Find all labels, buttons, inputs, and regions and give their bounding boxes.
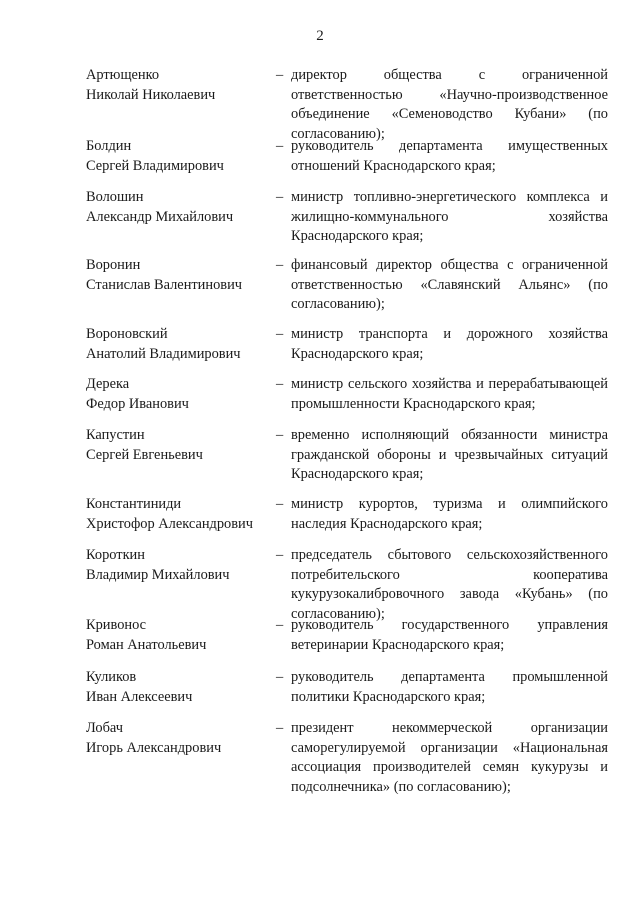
member-position: временно исполняющий обязанности министра гражданской обороны и чрезвычайных ситуаций Краснодарского края; — [291, 427, 608, 482]
dash-separator: – — [276, 257, 284, 273]
member-name — [86, 668, 276, 707]
member-surname: Константиниди — [86, 496, 182, 512]
member-given-names: Сергей Владимирович — [86, 157, 224, 174]
member-given-names: Игорь Александрович — [86, 739, 222, 756]
member-position: руководитель департамента имущественных отношений Краснодарского края; — [291, 138, 608, 174]
dash-separator: – — [276, 617, 284, 633]
dash-separator: – — [276, 189, 284, 205]
member-entry — [86, 668, 608, 707]
member-given-names: Христофор Александрович — [86, 515, 253, 532]
member-surname: Болдин — [86, 138, 132, 154]
member-given-names: Сергей Евгеньевич — [86, 446, 203, 463]
member-position: руководитель департамента промышленной политики Краснодарского края; — [291, 669, 608, 705]
member-position: министр курортов, туризма и олимпийского наследия Краснодарского края; — [291, 496, 608, 532]
member-name — [86, 719, 276, 758]
dash-separator: – — [276, 326, 284, 342]
member-position: директор общества с ограниченной ответственностью «Научно-производственное объединение «Семеноводство Кубани» (по согласованию); — [291, 67, 608, 142]
member-surname: Дерека — [86, 376, 130, 392]
member-name — [86, 66, 276, 105]
member-surname: Капустин — [86, 427, 145, 443]
member-position: министр транспорта и дорожного хозяйства Краснодарского края; — [291, 326, 608, 362]
dash-separator: – — [276, 67, 284, 83]
member-name — [86, 616, 276, 655]
member-given-names: Роман Анатольевич — [86, 636, 207, 653]
member-position: руководитель государственного управления ветеринарии Краснодарского края; — [291, 617, 608, 653]
member-given-names: Станислав Валентинович — [86, 276, 243, 293]
member-position: финансовый директор общества с ограниченной ответственностью «Славянский Альянс» (по согласованию); — [291, 257, 608, 312]
member-entry — [86, 325, 608, 364]
member-position: президент некоммерческой организации саморегулируемой организации «Национальная ассоциация производителей семян кукурузы и подсолнечника» (по согласованию); — [291, 720, 608, 795]
member-surname: Кривонос — [86, 617, 147, 633]
page-number: 2 — [316, 28, 324, 44]
member-name — [86, 256, 276, 295]
member-name — [86, 426, 276, 465]
member-given-names: Федор Иванович — [86, 395, 189, 412]
dash-separator: – — [276, 496, 284, 512]
dash-separator: – — [276, 669, 284, 685]
member-surname: Короткин — [86, 547, 145, 563]
member-given-names: Владимир Михайлович — [86, 566, 230, 583]
member-entry — [86, 256, 608, 315]
member-name — [86, 325, 276, 364]
dash-separator: – — [276, 720, 284, 736]
member-position: министр сельского хозяйства и перерабатывающей промышленности Краснодарского края; — [291, 376, 608, 412]
dash-separator: – — [276, 547, 284, 563]
member-name — [86, 137, 276, 176]
member-given-names: Александр Михайлович — [86, 208, 234, 225]
member-surname: Артющенко — [86, 67, 160, 83]
member-given-names: Анатолий Владимирович — [86, 345, 241, 362]
member-entry — [86, 137, 608, 176]
member-entry — [86, 426, 608, 485]
member-given-names: Николай Николаевич — [86, 86, 216, 103]
member-entry — [86, 546, 608, 624]
member-entry — [86, 188, 608, 247]
member-name — [86, 546, 276, 585]
member-entry — [86, 616, 608, 655]
member-entry — [86, 495, 608, 534]
member-surname: Вороновский — [86, 326, 168, 342]
member-position: председатель сбытового сельскохозяйственного потребительского кооператива кукурузокалибровочного завода «Кубань» (по согласованию); — [291, 547, 608, 622]
member-surname: Куликов — [86, 669, 137, 685]
member-name — [86, 495, 276, 534]
dash-separator: – — [276, 376, 284, 392]
member-entry — [86, 719, 608, 797]
member-name — [86, 375, 276, 414]
dash-separator: – — [276, 138, 284, 154]
member-surname: Волошин — [86, 189, 144, 205]
member-position: министр топливно-энергетического комплекса и жилищно-коммунального хозяйства Краснодарского края; — [291, 189, 608, 244]
member-name — [86, 188, 276, 227]
member-given-names: Иван Алексеевич — [86, 688, 193, 705]
dash-separator: – — [276, 427, 284, 443]
member-surname: Лобач — [86, 720, 123, 736]
member-entry — [86, 375, 608, 414]
member-surname: Воронин — [86, 257, 141, 273]
member-entry — [86, 66, 608, 144]
